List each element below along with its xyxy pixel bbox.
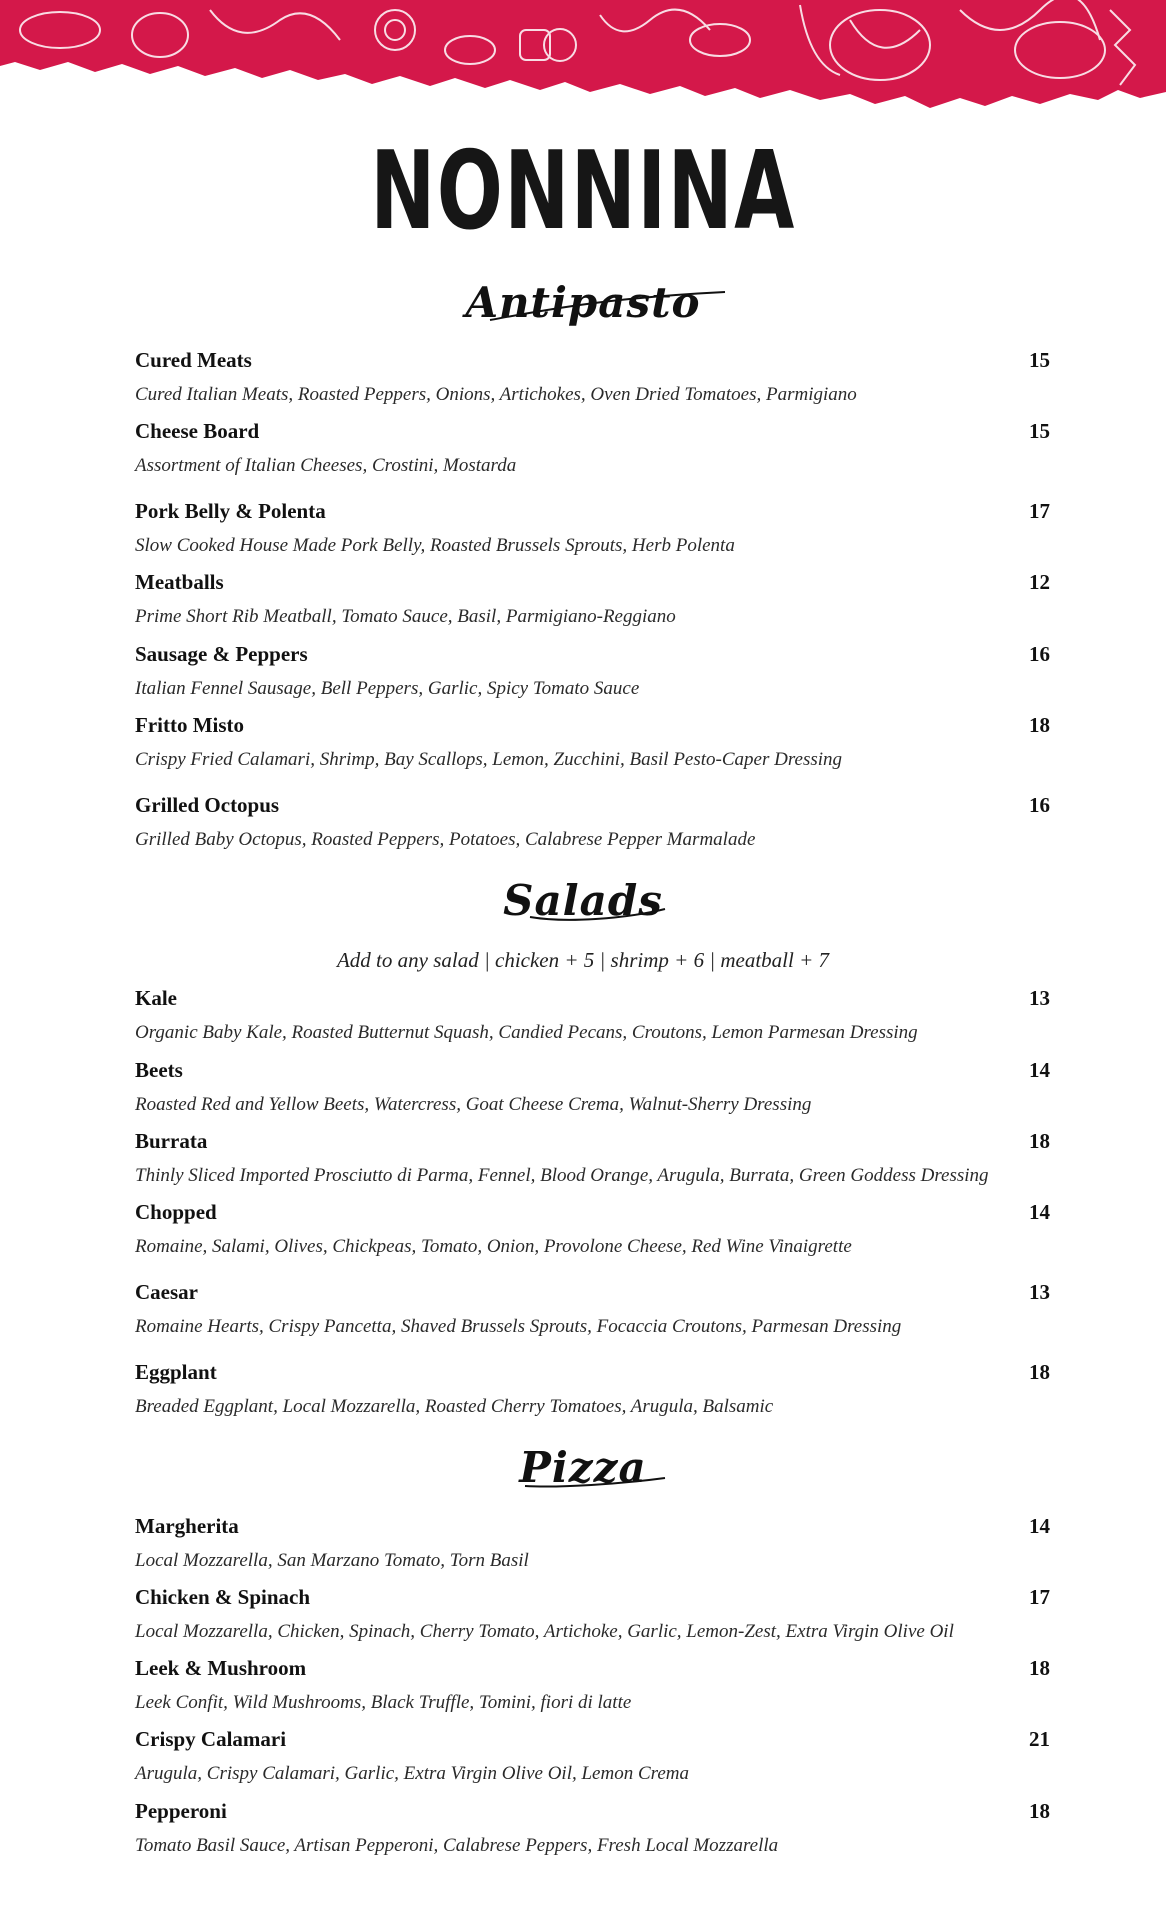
item-description: Cured Italian Meats, Roasted Peppers, Onions, Artichokes, Oven Dried Tomatoes, Parmigiano [135, 384, 857, 405]
item-description: Tomato Basil Sauce, Artisan Pepperoni, Calabrese Peppers, Fresh Local Mozzarella [135, 1835, 779, 1856]
item-price: 16 [1029, 642, 1050, 666]
item-price: 14 [1029, 1058, 1050, 1082]
item-description: Arugula, Crispy Calamari, Garlic, Extra Virgin Olive Oil, Lemon Crema [135, 1763, 689, 1784]
item-name: Pepperoni [135, 1799, 227, 1823]
item-price: 13 [1029, 986, 1050, 1010]
item-name: Cheese Board [135, 419, 260, 443]
item-description: Assortment of Italian Cheeses, Crostini, Mostarda [135, 455, 517, 476]
item-price: 18 [1029, 1360, 1050, 1384]
item-price: 14 [1029, 1200, 1050, 1224]
item-name: Pork Belly & Polenta [135, 499, 326, 523]
item-price: 12 [1029, 570, 1050, 594]
section-title-antipasto: Antipasto [465, 278, 701, 327]
item-name: Grilled Octopus [135, 793, 280, 817]
item-name: Chopped [135, 1200, 217, 1224]
item-price: 16 [1029, 793, 1050, 817]
item-name: Margherita [135, 1514, 239, 1538]
title-swash-decoration [485, 290, 730, 330]
title-swash-decoration [520, 1462, 670, 1492]
item-description: Breaded Eggplant, Local Mozzarella, Roasted Cherry Tomatoes, Arugula, Balsamic [135, 1396, 774, 1417]
salad-add-on-note: Add to any salad | chicken + 5 | shrimp + 6 | meatball + 7 [336, 948, 830, 972]
item-name: Sausage & Peppers [135, 642, 308, 666]
item-price: 18 [1029, 713, 1050, 737]
item-description: Organic Baby Kale, Roasted Butternut Squash, Candied Pecans, Croutons, Lemon Parmesan Dressing [135, 1022, 918, 1043]
header-banner [0, 0, 1166, 115]
item-price: 18 [1029, 1799, 1050, 1823]
item-name: Kale [135, 986, 177, 1010]
item-description: Grilled Baby Octopus, Roasted Peppers, Potatoes, Calabrese Pepper Marmalade [135, 829, 756, 850]
item-price: 17 [1029, 499, 1050, 523]
item-price: 21 [1029, 1727, 1050, 1751]
title-swash-decoration [525, 895, 670, 925]
item-description: Romaine, Salami, Olives, Chickpeas, Tomato, Onion, Provolone Cheese, Red Wine Vinaigrette [135, 1236, 852, 1257]
item-description: Crispy Fried Calamari, Shrimp, Bay Scallops, Lemon, Zucchini, Basil Pesto-Caper Dressing [135, 749, 843, 770]
item-name: Burrata [135, 1129, 208, 1153]
item-description: Slow Cooked House Made Pork Belly, Roasted Brussels Sprouts, Herb Polenta [135, 535, 735, 556]
item-name: Cured Meats [135, 348, 252, 372]
item-description: Roasted Red and Yellow Beets, Watercress, Goat Cheese Crema, Walnut-Sherry Dressing [135, 1094, 812, 1115]
item-name: Chicken & Spinach [135, 1585, 311, 1609]
item-name: Eggplant [135, 1360, 217, 1384]
item-description: Local Mozzarella, San Marzano Tomato, Torn Basil [135, 1550, 529, 1571]
item-name: Leek & Mushroom [135, 1656, 307, 1680]
item-description: Leek Confit, Wild Mushrooms, Black Truffle, Tomini, fiori di latte [135, 1692, 632, 1713]
item-description: Local Mozzarella, Chicken, Spinach, Cherry Tomato, Artichoke, Garlic, Lemon-Zest, Extra Virgin Olive Oil [135, 1621, 954, 1642]
item-name: Caesar [135, 1280, 198, 1304]
item-name: Beets [135, 1058, 183, 1082]
item-description: Prime Short Rib Meatball, Tomato Sauce, Basil, Parmigiano-Reggiano [135, 606, 676, 627]
item-price: 17 [1029, 1585, 1050, 1609]
item-price: 14 [1029, 1514, 1050, 1538]
item-price: 15 [1029, 419, 1050, 443]
item-name: Crispy Calamari [135, 1727, 287, 1751]
item-price: 18 [1029, 1129, 1050, 1153]
item-name: Meatballs [135, 570, 224, 594]
item-name: Fritto Misto [135, 713, 245, 737]
item-price: 15 [1029, 348, 1050, 372]
item-description: Thinly Sliced Imported Prosciutto di Parma, Fennel, Blood Orange, Arugula, Burrata, Green Goddess Dressing [135, 1165, 989, 1186]
restaurant-logo: NONNINA [370, 129, 796, 254]
item-description: Italian Fennel Sausage, Bell Peppers, Garlic, Spicy Tomato Sauce [135, 678, 640, 699]
section-title-pizza: Pizza [519, 1443, 647, 1492]
section-title-salads: Salads [503, 876, 663, 925]
item-description: Romaine Hearts, Crispy Pancetta, Shaved Brussels Sprouts, Focaccia Croutons, Parmesan Dressing [135, 1316, 902, 1337]
item-price: 13 [1029, 1280, 1050, 1304]
item-price: 18 [1029, 1656, 1050, 1680]
